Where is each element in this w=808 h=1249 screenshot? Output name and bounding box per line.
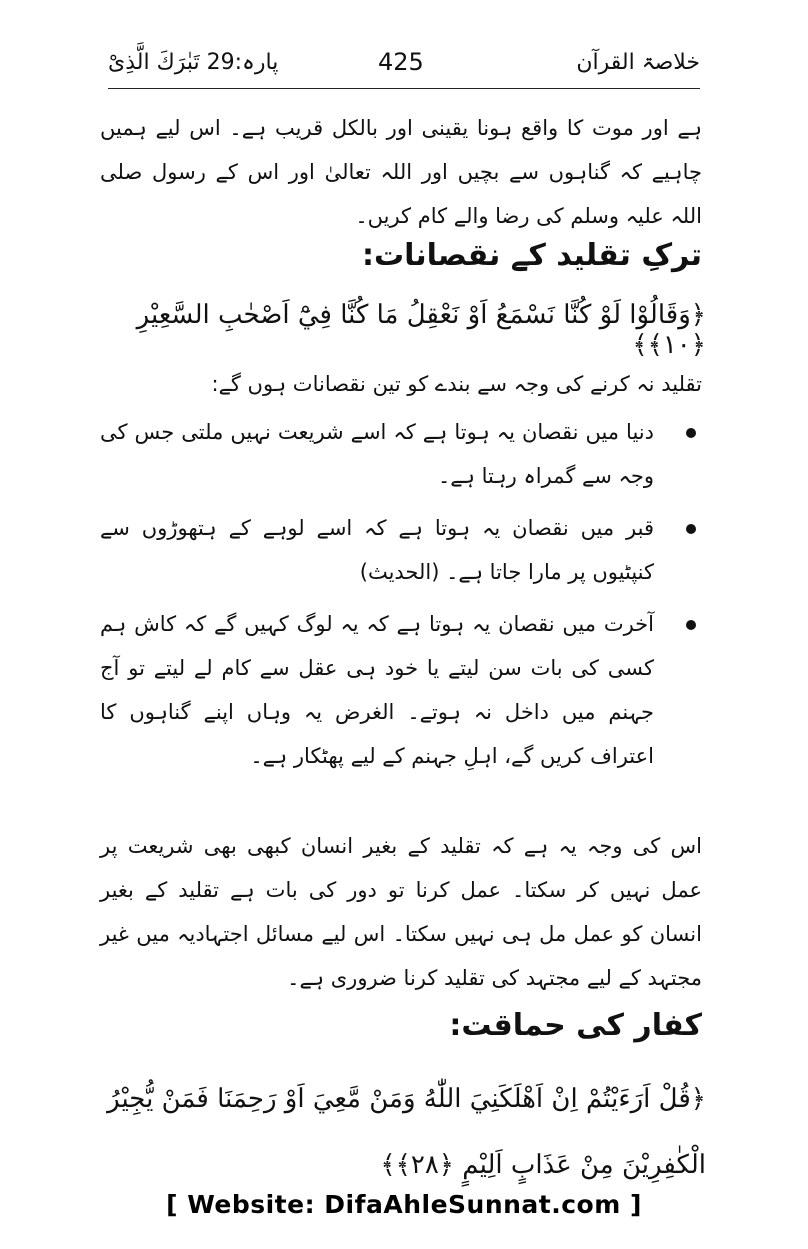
bullet-icon xyxy=(686,620,696,630)
book-title: خلاصۃ القرآن xyxy=(576,50,700,75)
bullet-text: آخرت میں نقصان یہ ہوتا ہے کہ یہ لوگ کہیں گے کہ کاش ہم کسی کی بات سن لیتے یا خود ہی عقل سے کام لے لیتے تو آج جہنم میں داخل نہ ہوتے۔ الغرض یہ وہاں اپنے گناہوں کا اعتراف کریں گے، اہلِ جہنم کے لیے پھٹکار ہے۔ xyxy=(100,612,654,768)
bullet-text: دنیا میں نقصان یہ ہوتا ہے کہ اسے شریعت نہیں ملتی جس کی وجہ سے گمراہ رہتا ہے۔ xyxy=(100,420,654,488)
para-label: پارہ:29 تَبٰرَكَ الَّذِىْ xyxy=(108,50,279,75)
bullet-text: قبر میں نقصان یہ ہوتا ہے کہ اسے لوہے کے ہتھوڑوں سے کنپٹیوں پر مارا جاتا ہے۔ (الحدیث) xyxy=(100,516,654,584)
bullet-icon xyxy=(686,524,696,534)
list-item xyxy=(100,410,702,498)
section-heading-taqleed: ترکِ تقلید کے نقصانات: xyxy=(361,238,702,273)
bullet-icon xyxy=(686,428,696,438)
intro-paragraph: ہے اور موت کا واقع ہونا یقینی اور بالکل قریب ہے۔ اس لیے ہمیں چاہیے کہ گناہوں سے بچیں اور اللہ تعالیٰ اور اس کے رسول صلی اللہ علیہ وسلم کی رضا والے کام کریں۔ xyxy=(100,116,702,228)
quran-ayah-2: ﴿قُلْ اَرَءَيْتُمْ اِنْ اَهْلَكَنِيَ اللّٰهُ وَمَنْ مَّعِيَ اَوْ رَحِمَنَا فَمَنْ يُّجِيْرُ الْكٰفِرِيْنَ مِنْ عَذَابٍ اَلِيْمٍ ﴿٢٨﴾﴾ xyxy=(107,1084,706,1180)
section-heading-kuffar: کفار کی حماقت: xyxy=(449,1008,702,1043)
website-footer: [ Website: DifaAhleSunnat.com ] xyxy=(166,1190,642,1219)
lead-text: تقلید نہ کرنے کی وجہ سے بندے کو تین نقصانات ہوں گے: xyxy=(211,372,702,396)
list-item xyxy=(100,506,702,594)
page-header xyxy=(108,44,700,89)
page-number: 425 xyxy=(378,48,424,76)
harms-list xyxy=(100,410,702,786)
conclusion-paragraph: اس کی وجہ یہ ہے کہ تقلید کے بغیر انسان کبھی بھی شریعت پر عمل نہیں کر سکتا۔ عمل کرنا تو دور کی بات ہے تقلید کے بغیر انسان کو عمل مل ہی نہیں سکتا۔ اس لیے مسائل اجتہادیہ میں غیر مجتہد کے لیے مجتہد کی تقلید کرنا ضروری ہے۔ xyxy=(100,834,702,990)
quran-ayah-1: ﴿وَقَالُوْا لَوْ كُنَّا نَسْمَعُ اَوْ نَعْقِلُ مَا كُنَّا فِيْٓ اَصْحٰبِ السَّعِيْرِ ﴿١٠﴾﴾ xyxy=(136,300,706,360)
list-item xyxy=(100,602,702,778)
